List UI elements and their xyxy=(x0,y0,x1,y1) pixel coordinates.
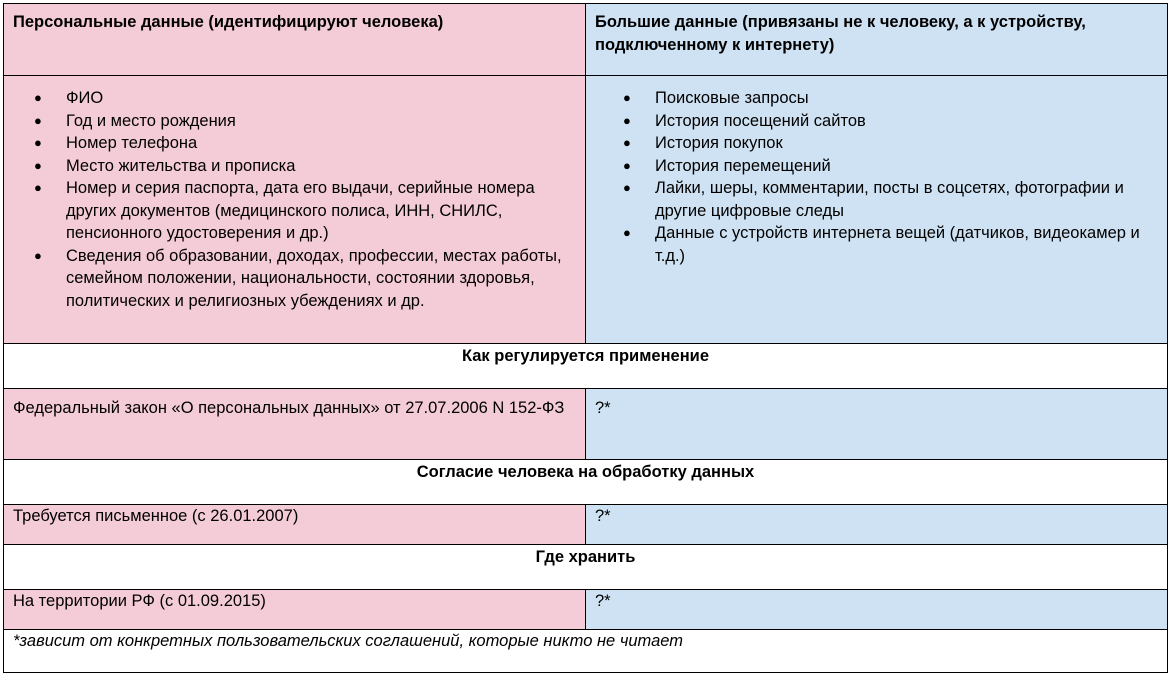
list-item: ● Данные с устройств интернета вещей (датчиков, видеокамер и т.д.) xyxy=(655,222,1156,267)
consent-row xyxy=(4,505,1168,545)
list-item: ● Номер и серия паспорта, дата его выдачи, серийные номера других документов (медицинского полиса, ИНН, СНИЛС, пенсионного удостоверения и др.) xyxy=(66,177,574,245)
section-title: Где хранить xyxy=(4,545,1168,590)
regulation-row xyxy=(4,389,1168,460)
list-item: ● Поисковые запросы xyxy=(655,87,1156,110)
storage-row xyxy=(4,590,1168,630)
big-data-cell xyxy=(586,76,1168,344)
big-data-list xyxy=(587,77,1166,267)
personal-data-list xyxy=(5,77,584,312)
personal-data-header: Персональные данные (идентифицируют человека) xyxy=(4,4,586,76)
footnote: *зависит от конкретных пользовательских соглашений, которые никто не читает xyxy=(4,630,1168,673)
regulation-bigdata: ?* xyxy=(586,389,1168,460)
list-item: ● Лайки, шеры, комментарии, посты в соцсетях, фотографии и другие цифровые следы xyxy=(655,177,1156,222)
consent-personal: Требуется письменное (с 26.01.2007) xyxy=(4,505,586,545)
list-item: ● Год и место рождения xyxy=(66,110,574,133)
section-row-regulation xyxy=(4,344,1168,389)
regulation-personal: Федеральный закон «О персональных данных» от 27.07.2006 N 152-ФЗ xyxy=(4,389,586,460)
storage-bigdata: ?* xyxy=(586,590,1168,630)
list-item: ● ФИО xyxy=(66,87,574,110)
list-item: ● Номер телефона xyxy=(66,132,574,155)
list-item: ● История посещений сайтов xyxy=(655,110,1156,133)
section-row-storage xyxy=(4,545,1168,590)
examples-row xyxy=(4,76,1168,344)
section-row-consent xyxy=(4,460,1168,505)
comparison-table xyxy=(3,3,1168,673)
list-item: ● История покупок xyxy=(655,132,1156,155)
list-item: ● Место жительства и прописка xyxy=(66,155,574,178)
list-item: ● История перемещений xyxy=(655,155,1156,178)
section-title: Как регулируется применение xyxy=(4,344,1168,389)
personal-data-cell xyxy=(4,76,586,344)
list-item: ● Сведения об образовании, доходах, профессии, местах работы, семейном положении, национальности, состоянии здоровья, политических и религиозных убеждениях и др. xyxy=(66,245,574,313)
footnote-row xyxy=(4,630,1168,673)
header-row xyxy=(4,4,1168,76)
storage-personal: На территории РФ (с 01.09.2015) xyxy=(4,590,586,630)
big-data-header: Большие данные (привязаны не к человеку, а к устройству, подключенному к интернету) xyxy=(586,4,1168,76)
consent-bigdata: ?* xyxy=(586,505,1168,545)
section-title: Согласие человека на обработку данных xyxy=(4,460,1168,505)
